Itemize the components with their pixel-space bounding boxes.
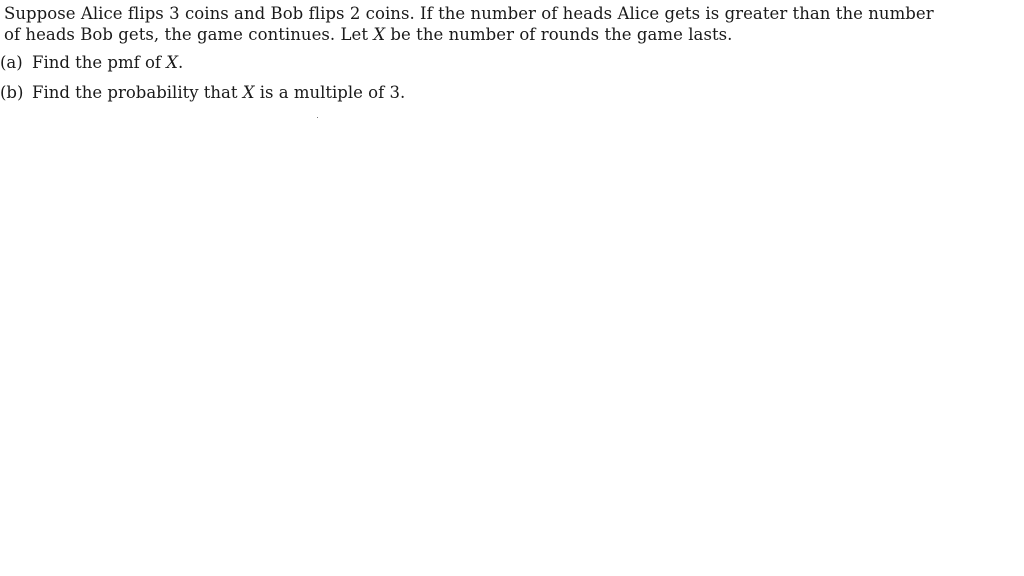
part-b xyxy=(0,82,405,103)
part-a-label: (a) xyxy=(0,53,23,72)
part-b-text-post: is a multiple of 3. xyxy=(254,83,406,102)
part-b-text-pre: Find the probability that xyxy=(32,83,243,102)
part-b-label: (b) xyxy=(0,83,24,102)
intro-line-2 xyxy=(4,24,1004,45)
variable-x: X xyxy=(373,25,386,44)
intro-line-2-pre: of heads Bob gets, the game continues. Let xyxy=(4,25,374,44)
intro-line-1: Suppose Alice flips 3 coins and Bob flips 2 coins. If the number of heads Alice gets is greater than the number xyxy=(4,4,934,23)
problem-statement xyxy=(0,3,1004,102)
stray-dot xyxy=(317,117,318,118)
variable-x: X xyxy=(242,83,255,102)
variable-x: X xyxy=(166,53,179,72)
part-a xyxy=(0,52,183,73)
intro-line-2-post: be the number of rounds the game lasts. xyxy=(385,25,733,44)
part-a-text-post: . xyxy=(178,53,184,72)
part-a-text-pre: Find the pmf of xyxy=(32,53,167,72)
problem-intro xyxy=(4,3,1004,45)
